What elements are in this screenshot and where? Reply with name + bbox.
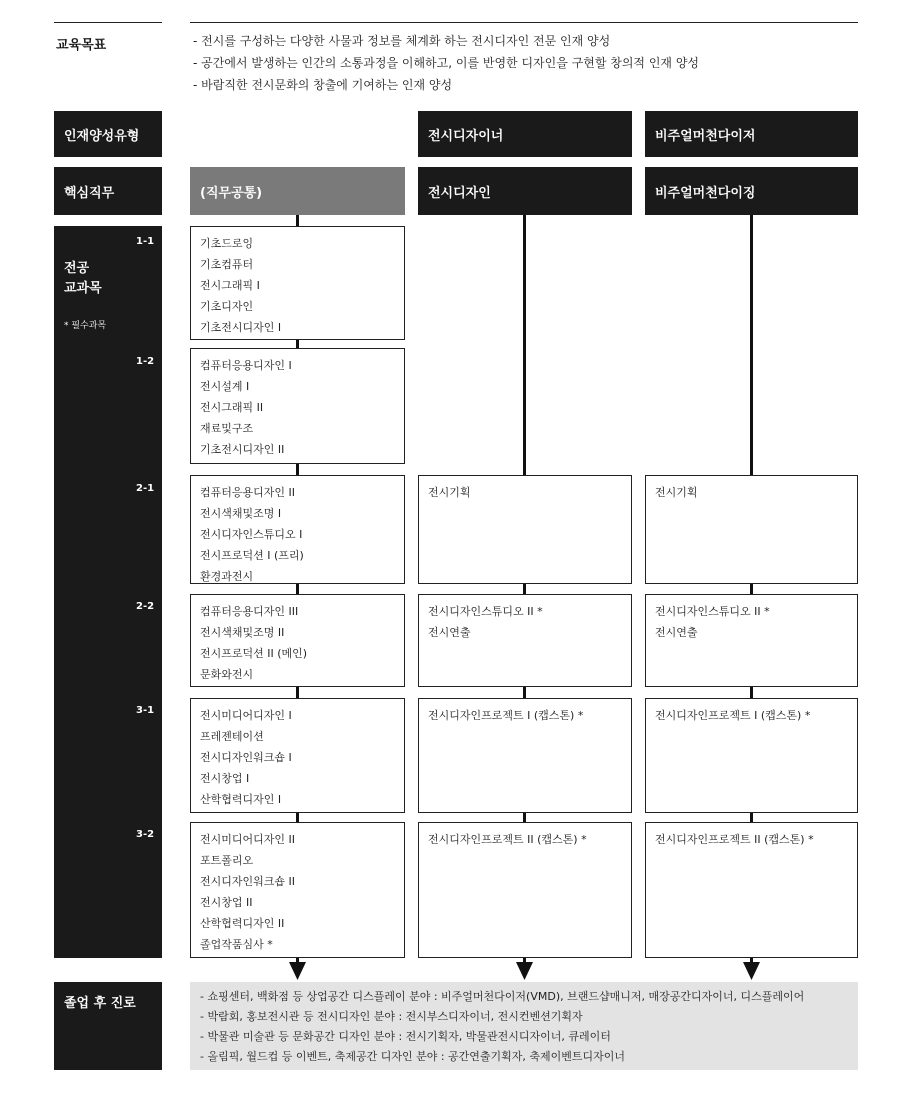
course-item: 전시프로덕션 I (프리) <box>200 549 304 562</box>
course-item: 기초드로잉 <box>200 237 254 250</box>
major-courses-column <box>54 226 129 958</box>
course-item: 산학협력디자인 I <box>200 793 282 806</box>
course-item: 전시미디어디자인 II <box>200 833 295 846</box>
core-job-designer-text: 전시디자인 <box>428 185 491 201</box>
career-line: - 박람회, 홍보전시관 등 전시디자인 분야 : 전시부스디자이너, 전시컨벤션기획자 <box>200 1010 583 1023</box>
course-item: 전시그래픽 II <box>200 401 264 414</box>
course-item: 졸업작품심사 * <box>200 938 273 951</box>
required-note: * 필수과목 <box>64 321 107 331</box>
semester-code: 2-2 <box>136 601 155 612</box>
core-job-common-text: (직무공통) <box>200 185 263 201</box>
arrow-down-icon <box>743 962 760 980</box>
course-item: 전시그래픽 I <box>200 279 260 292</box>
education-goal-label: 교육목표 <box>56 38 107 53</box>
course-item: 프레젠테이션 <box>200 730 264 743</box>
course-item: 문화와전시 <box>200 668 254 681</box>
career-line: - 박물관 미술관 등 문화공간 디자인 분야 : 전시기획자, 박물관전시디자이너, 큐레이터 <box>200 1030 611 1043</box>
course-item: 전시디자인프로젝트 I (캡스톤) * <box>428 709 584 722</box>
course-item: 전시색채및조명 I <box>200 507 282 520</box>
course-item: 전시설계 I <box>200 380 250 393</box>
designer-courses-3-2 <box>418 822 632 958</box>
education-goal-line: - 바람직한 전시문화의 창출에 기여하는 인재 양성 <box>193 78 453 92</box>
semester-code: 3-1 <box>136 705 155 716</box>
arrow-down-icon <box>289 962 306 980</box>
course-item: 전시디자인스튜디오 II * <box>428 605 543 618</box>
semester-column <box>129 226 162 958</box>
course-item: 전시프로덕션 II (메인) <box>200 647 308 660</box>
course-item: 전시색채및조명 II <box>200 626 285 639</box>
course-item: 전시디자인워크숍 II <box>200 875 295 888</box>
course-item: 전시연출 <box>428 626 471 639</box>
talent-type-vmd <box>645 111 858 157</box>
vmd-courses-2-2 <box>645 594 858 687</box>
course-item: 전시기획 <box>428 486 471 499</box>
common-courses-3-1 <box>190 698 405 813</box>
major-title-line: 전공 <box>64 261 90 276</box>
talent-type-label <box>54 111 162 157</box>
course-item: 전시디자인프로젝트 I (캡스톤) * <box>655 709 811 722</box>
talent-type-vmd-text: 비주얼머천다이저 <box>655 128 756 144</box>
course-item: 전시창업 I <box>200 772 250 785</box>
course-item: 전시연출 <box>655 626 698 639</box>
designer-courses-3-1 <box>418 698 632 813</box>
common-courses-2-2 <box>190 594 405 687</box>
core-job-label-text: 핵심직무 <box>64 185 115 201</box>
designer-courses-2-2 <box>418 594 632 687</box>
common-courses-3-2 <box>190 822 405 958</box>
education-goal-list <box>193 30 699 96</box>
common-courses-1-2 <box>190 348 405 464</box>
course-item: 기초전시디자인 II <box>200 443 285 456</box>
semester-code: 2-1 <box>136 483 155 494</box>
vmd-courses-2-1 <box>645 475 858 584</box>
vmd-courses-3-2 <box>645 822 858 958</box>
course-item: 기초전시디자인 I <box>200 321 282 334</box>
course-item: 전시디자인스튜디오 I <box>200 528 303 541</box>
course-item: 기초디자인 <box>200 300 254 313</box>
talent-type-label-text: 인재양성유형 <box>64 128 140 144</box>
core-job-common <box>190 167 405 215</box>
course-item: 컴퓨터응용디자인 II <box>200 486 295 499</box>
course-item: 컴퓨터응용디자인 I <box>200 359 292 372</box>
major-courses-title <box>64 259 102 299</box>
designer-courses-2-1 <box>418 475 632 584</box>
course-item: 전시미디어디자인 I <box>200 709 292 722</box>
semester-code: 3-2 <box>136 829 155 840</box>
course-item: 전시디자인스튜디오 II * <box>655 605 770 618</box>
top-rule-right <box>190 22 858 23</box>
arrow-down-icon <box>516 962 533 980</box>
course-item: 전시디자인프로젝트 II (캡스톤) * <box>655 833 814 846</box>
course-item: 기초컴퓨터 <box>200 258 254 271</box>
semester-code: 1-2 <box>136 356 155 367</box>
course-item: 환경과전시 <box>200 570 254 583</box>
education-goal-line: - 전시를 구성하는 다양한 사물과 정보를 체계화 하는 전시디자인 전문 인재 양성 <box>193 34 611 48</box>
career-label <box>54 982 162 1070</box>
core-job-vmd <box>645 167 858 215</box>
course-item: 전시디자인워크숍 I <box>200 751 292 764</box>
course-item: 포트폴리오 <box>200 854 254 867</box>
education-goal-line: - 공간에서 발생하는 인간의 소통과정을 이해하고, 이를 반영한 디자인을 구현할 창의적 인재 양성 <box>193 56 700 70</box>
course-item: 산학협력디자인 II <box>200 917 285 930</box>
course-item: 재료및구조 <box>200 422 254 435</box>
common-courses-1-1 <box>190 226 405 340</box>
talent-type-designer <box>418 111 632 157</box>
career-line: - 쇼핑센터, 백화점 등 상업공간 디스플레이 분야 : 비주얼머천다이저(VMD), 브랜드샵매니저, 매장공간디자이너, 디스플레이어 <box>200 990 805 1003</box>
career-label-text: 졸업 후 진로 <box>64 996 136 1011</box>
career-panel <box>190 982 858 1070</box>
top-rule-left <box>54 22 162 23</box>
core-job-vmd-text: 비주얼머천다이징 <box>655 185 756 201</box>
common-courses-2-1 <box>190 475 405 584</box>
course-item: 컴퓨터응용디자인 III <box>200 605 299 618</box>
course-item: 전시창업 II <box>200 896 253 909</box>
talent-type-designer-text: 전시디자이너 <box>428 128 504 144</box>
course-item: 전시기획 <box>655 486 698 499</box>
core-job-designer <box>418 167 632 215</box>
core-job-label <box>54 167 162 215</box>
course-item: 전시디자인프로젝트 II (캡스톤) * <box>428 833 587 846</box>
semester-code: 1-1 <box>136 236 155 247</box>
vmd-courses-3-1 <box>645 698 858 813</box>
career-line: - 올림픽, 월드컵 등 이벤트, 축제공간 디자인 분야 : 공간연출기획자, 축제이벤트디자이너 <box>200 1050 626 1063</box>
major-title-line: 교과목 <box>64 281 102 296</box>
